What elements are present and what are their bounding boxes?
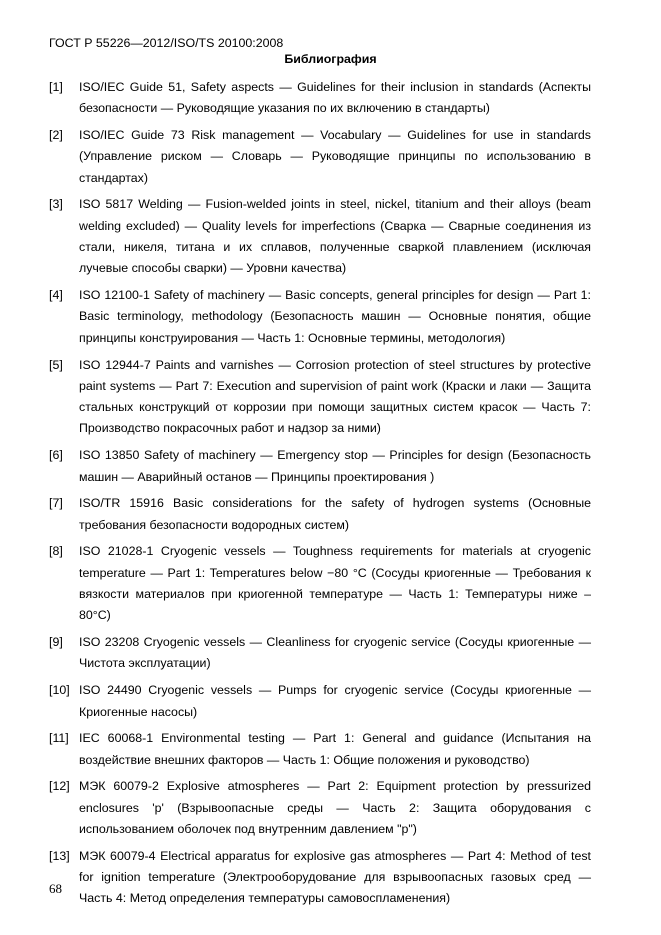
reference-number: [1] bbox=[49, 80, 63, 94]
bibliography-item bbox=[49, 776, 591, 840]
reference-number: [12] bbox=[49, 779, 70, 794]
reference-number: [3] bbox=[49, 197, 63, 212]
bibliography-item bbox=[49, 194, 591, 279]
bibliography-item bbox=[49, 493, 591, 536]
bibliography-item bbox=[49, 285, 591, 349]
bibliography-item bbox=[49, 125, 591, 189]
reference-text: МЭК 60079-2 Explosive atmospheres — Part 2: Equipment protection by pressurized enclosures 'p' (Взрывоопасные среды — Часть 2: Защита оборудования с использованием оболочек под внутренним давлением "p") bbox=[79, 779, 591, 836]
bibliography-item bbox=[49, 445, 591, 488]
reference-number: [13] bbox=[49, 848, 70, 863]
bibliography-item bbox=[49, 680, 591, 723]
reference-text: МЭК 60079-4 Electrical apparatus for explosive gas atmospheres — Part 4: Method of test for ignition temperature (Электрооборудование для взрывоопасных газовых сред — Часть 4: Метод определения температуры самовоспламенения) bbox=[79, 848, 591, 906]
reference-text: ISO/IEC Guide 73 Risk management — Vocabulary — Guidelines for use in standards (Управление риском — Словарь — Руководящие принципы по использованию в стандартах) bbox=[79, 128, 591, 185]
reference-number: [11] bbox=[49, 731, 69, 746]
bibliography-item bbox=[49, 541, 591, 626]
reference-text: ISO 5817 Welding — Fusion-welded joints in steel, nickel, titanium and their alloys (beam welding excluded) — Quality levels for imperfections (Сварка — Сварные соединения из стали, никеля, титана и их сплавов, полученные сваркой плавлением (исключая лучевые способы сварки) — Уровни качества) bbox=[79, 197, 591, 276]
reference-number: [6] bbox=[49, 448, 63, 463]
reference-number: [2] bbox=[49, 128, 63, 143]
reference-number: [5] bbox=[49, 357, 63, 372]
bibliography-item bbox=[49, 846, 591, 910]
bibliography-list bbox=[49, 77, 591, 915]
reference-text: ISO 24490 Cryogenic vessels — Pumps for cryogenic service (Сосуды криогенные — Криогенные насосы) bbox=[79, 683, 591, 719]
reference-number: [8] bbox=[49, 544, 63, 559]
reference-text: ISO 23208 Cryogenic vessels — Cleanliness for cryogenic service (Сосуды криогенные — Чистота эксплуатации) bbox=[79, 635, 591, 671]
reference-text: ISO/TR 15916 Basic considerations for the safety of hydrogen systems (Основные требования безопасности водородных систем) bbox=[79, 496, 591, 532]
reference-text: ISO/IEC Guide 51, Safety aspects — Guidelines for their inclusion in standards (Аспекты безопасности — Руководящие указания по их включению в стандарты) bbox=[79, 80, 591, 116]
page-number: 68 bbox=[49, 881, 62, 896]
reference-text: IEC 60068-1 Environmental testing — Part 1: General and guidance (Испытания на воздействие внешних факторов — Часть 1: Общие положения и руководство) bbox=[79, 731, 591, 767]
reference-text: ISO 21028-1 Cryogenic vessels — Toughness requirements for materials at cryogenic temperature — Part 1: Temperatures below −80 °C (Сосуды криогенные — Требования к вязкости материалов при криогенной температуре — Часть 1: Температуры ниже –80°C) bbox=[79, 544, 591, 623]
bibliography-item bbox=[49, 632, 591, 675]
bibliography-item bbox=[49, 355, 591, 440]
reference-text: ISO 13850 Safety of machinery — Emergency stop — Principles for design (Безопасность машин — Аварийный останов — Принципы проектирования ) bbox=[79, 448, 591, 484]
reference-text: ISO 12100-1 Safety of machinery — Basic concepts, general principles for design — Part 1: Basic terminology, methodology (Безопасность машин — Основные понятия, общие принципы конструирования — Часть 1: Основные термины, методология) bbox=[79, 288, 591, 345]
reference-number: [7] bbox=[49, 496, 63, 511]
document-header: ГОСТ Р 55226—2012/ISO/TS 20100:2008 bbox=[49, 36, 284, 50]
reference-number: [10] bbox=[49, 683, 70, 698]
bibliography-item bbox=[49, 728, 591, 771]
reference-text: ISO 12944-7 Paints and varnishes — Corrosion protection of steel structures by protective paint systems — Part 7: Execution and supervision of paint work (Краски и лаки — Защита стальных конструкций от коррозии при помощи защитных систем красок — Часть 7: Производство покрасочных работ и надзор за ними) bbox=[79, 357, 591, 436]
page-title: Библиография bbox=[284, 52, 377, 66]
reference-number: [4] bbox=[49, 288, 63, 303]
bibliography-item bbox=[49, 77, 591, 120]
reference-number: [9] bbox=[49, 635, 63, 650]
